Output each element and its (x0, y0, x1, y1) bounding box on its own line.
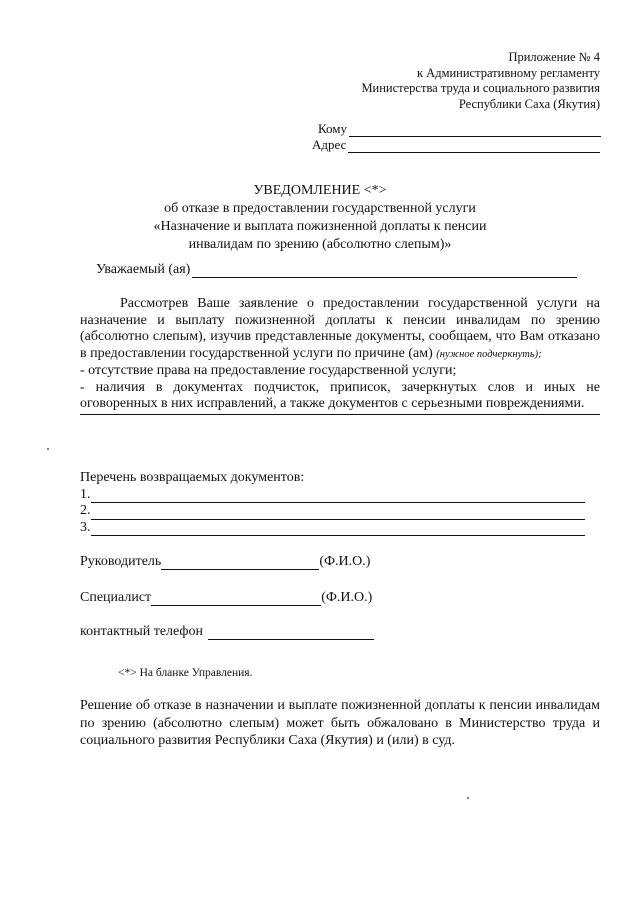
greeting-name-field[interactable] (192, 263, 577, 278)
appendix-republic: Республики Саха (Якутия) (458, 96, 600, 111)
body-end-line (80, 414, 600, 415)
head-signature-row (80, 554, 370, 570)
reason-2[interactable]: - наличия в документах подчисток, приписок, зачеркнутых слов и иных не оговоренных в них исправлений, а также документов с серьезными повреждениями. (80, 379, 600, 411)
recipient-address-row (312, 137, 600, 153)
body-paragraph (80, 296, 600, 363)
recipient-address-label: Адрес (312, 137, 347, 152)
phone-label: контактный телефон (80, 624, 203, 639)
specialist-signature-row (80, 590, 372, 606)
notice-title (80, 182, 560, 254)
document-field-1[interactable] (91, 489, 585, 503)
greeting-row (96, 262, 577, 278)
appendix-ministry: Министерства труда и социального развития (361, 81, 600, 95)
document-number: 2. (80, 503, 91, 518)
document-row-1 (80, 487, 585, 504)
greeting-label: Уважаемый (ая) (96, 262, 191, 277)
appeal-notice: Решение об отказе в назначении и выплате пожизненной доплаты к пенсии инвалидам по зрению (абсолютно слепым) может быть обжаловано в Министерство труда и социального развития Республики Саха (Якутия) и (или) в суд. (80, 698, 600, 748)
appendix-header (361, 50, 600, 112)
recipient-address-field[interactable] (348, 140, 600, 153)
scan-speck (467, 797, 469, 799)
reason-1[interactable]: - отсутствие права на предоставление государственной услуги; (80, 363, 457, 378)
scan-speck (47, 448, 49, 450)
appendix-number: Приложение № 4 (508, 50, 600, 64)
specialist-label: Специалист (80, 590, 152, 605)
notice-body (80, 296, 600, 415)
document-field-3[interactable] (91, 522, 585, 536)
document-row-3 (80, 520, 585, 537)
head-signature-field[interactable] (161, 556, 319, 570)
footnote: <*> На бланке Управления. (118, 667, 253, 679)
document-number: 1. (80, 486, 91, 502)
head-label: Руководитель (80, 554, 162, 569)
notice-service-name-cont: инвалидам по зрению (абсолютно слепым)» (188, 237, 452, 252)
recipient-to-field[interactable] (349, 124, 601, 137)
specialist-signature-field[interactable] (151, 592, 321, 606)
notice-subject: об отказе в предоставлении государственной услуги (164, 201, 476, 216)
body-paragraph-text: Рассмотрев Ваше заявление о предоставлении государственной услуги на назначение и выплату пожизненной доплаты к пенсии инвалидам по зрению (абсолютно слепым), изучив представленные документы, сообщаем, что Вам отказано в предоставлении государственной услуги по причине (ам) (80, 296, 600, 361)
appendix-regulation: к Административному регламенту (416, 65, 600, 80)
recipient-to-row (318, 121, 601, 137)
head-fio: (Ф.И.О.) (319, 554, 371, 569)
body-note: (нужное подчеркнуть); (436, 348, 542, 360)
recipient-to-label: Кому (318, 121, 348, 136)
document-field-2[interactable] (91, 506, 585, 520)
document-row-2 (80, 503, 585, 520)
specialist-fio: (Ф.И.О.) (321, 590, 373, 605)
returned-documents (80, 470, 585, 536)
documents-heading: Перечень возвращаемых документов: (80, 470, 305, 485)
notice-service-name: «Назначение и выплата пожизненной доплаты к пенсии (153, 219, 487, 234)
notice-heading: УВЕДОМЛЕНИЕ <*> (253, 183, 387, 198)
phone-row (80, 624, 374, 640)
document-number: 3. (80, 519, 91, 535)
phone-field[interactable] (208, 626, 374, 640)
